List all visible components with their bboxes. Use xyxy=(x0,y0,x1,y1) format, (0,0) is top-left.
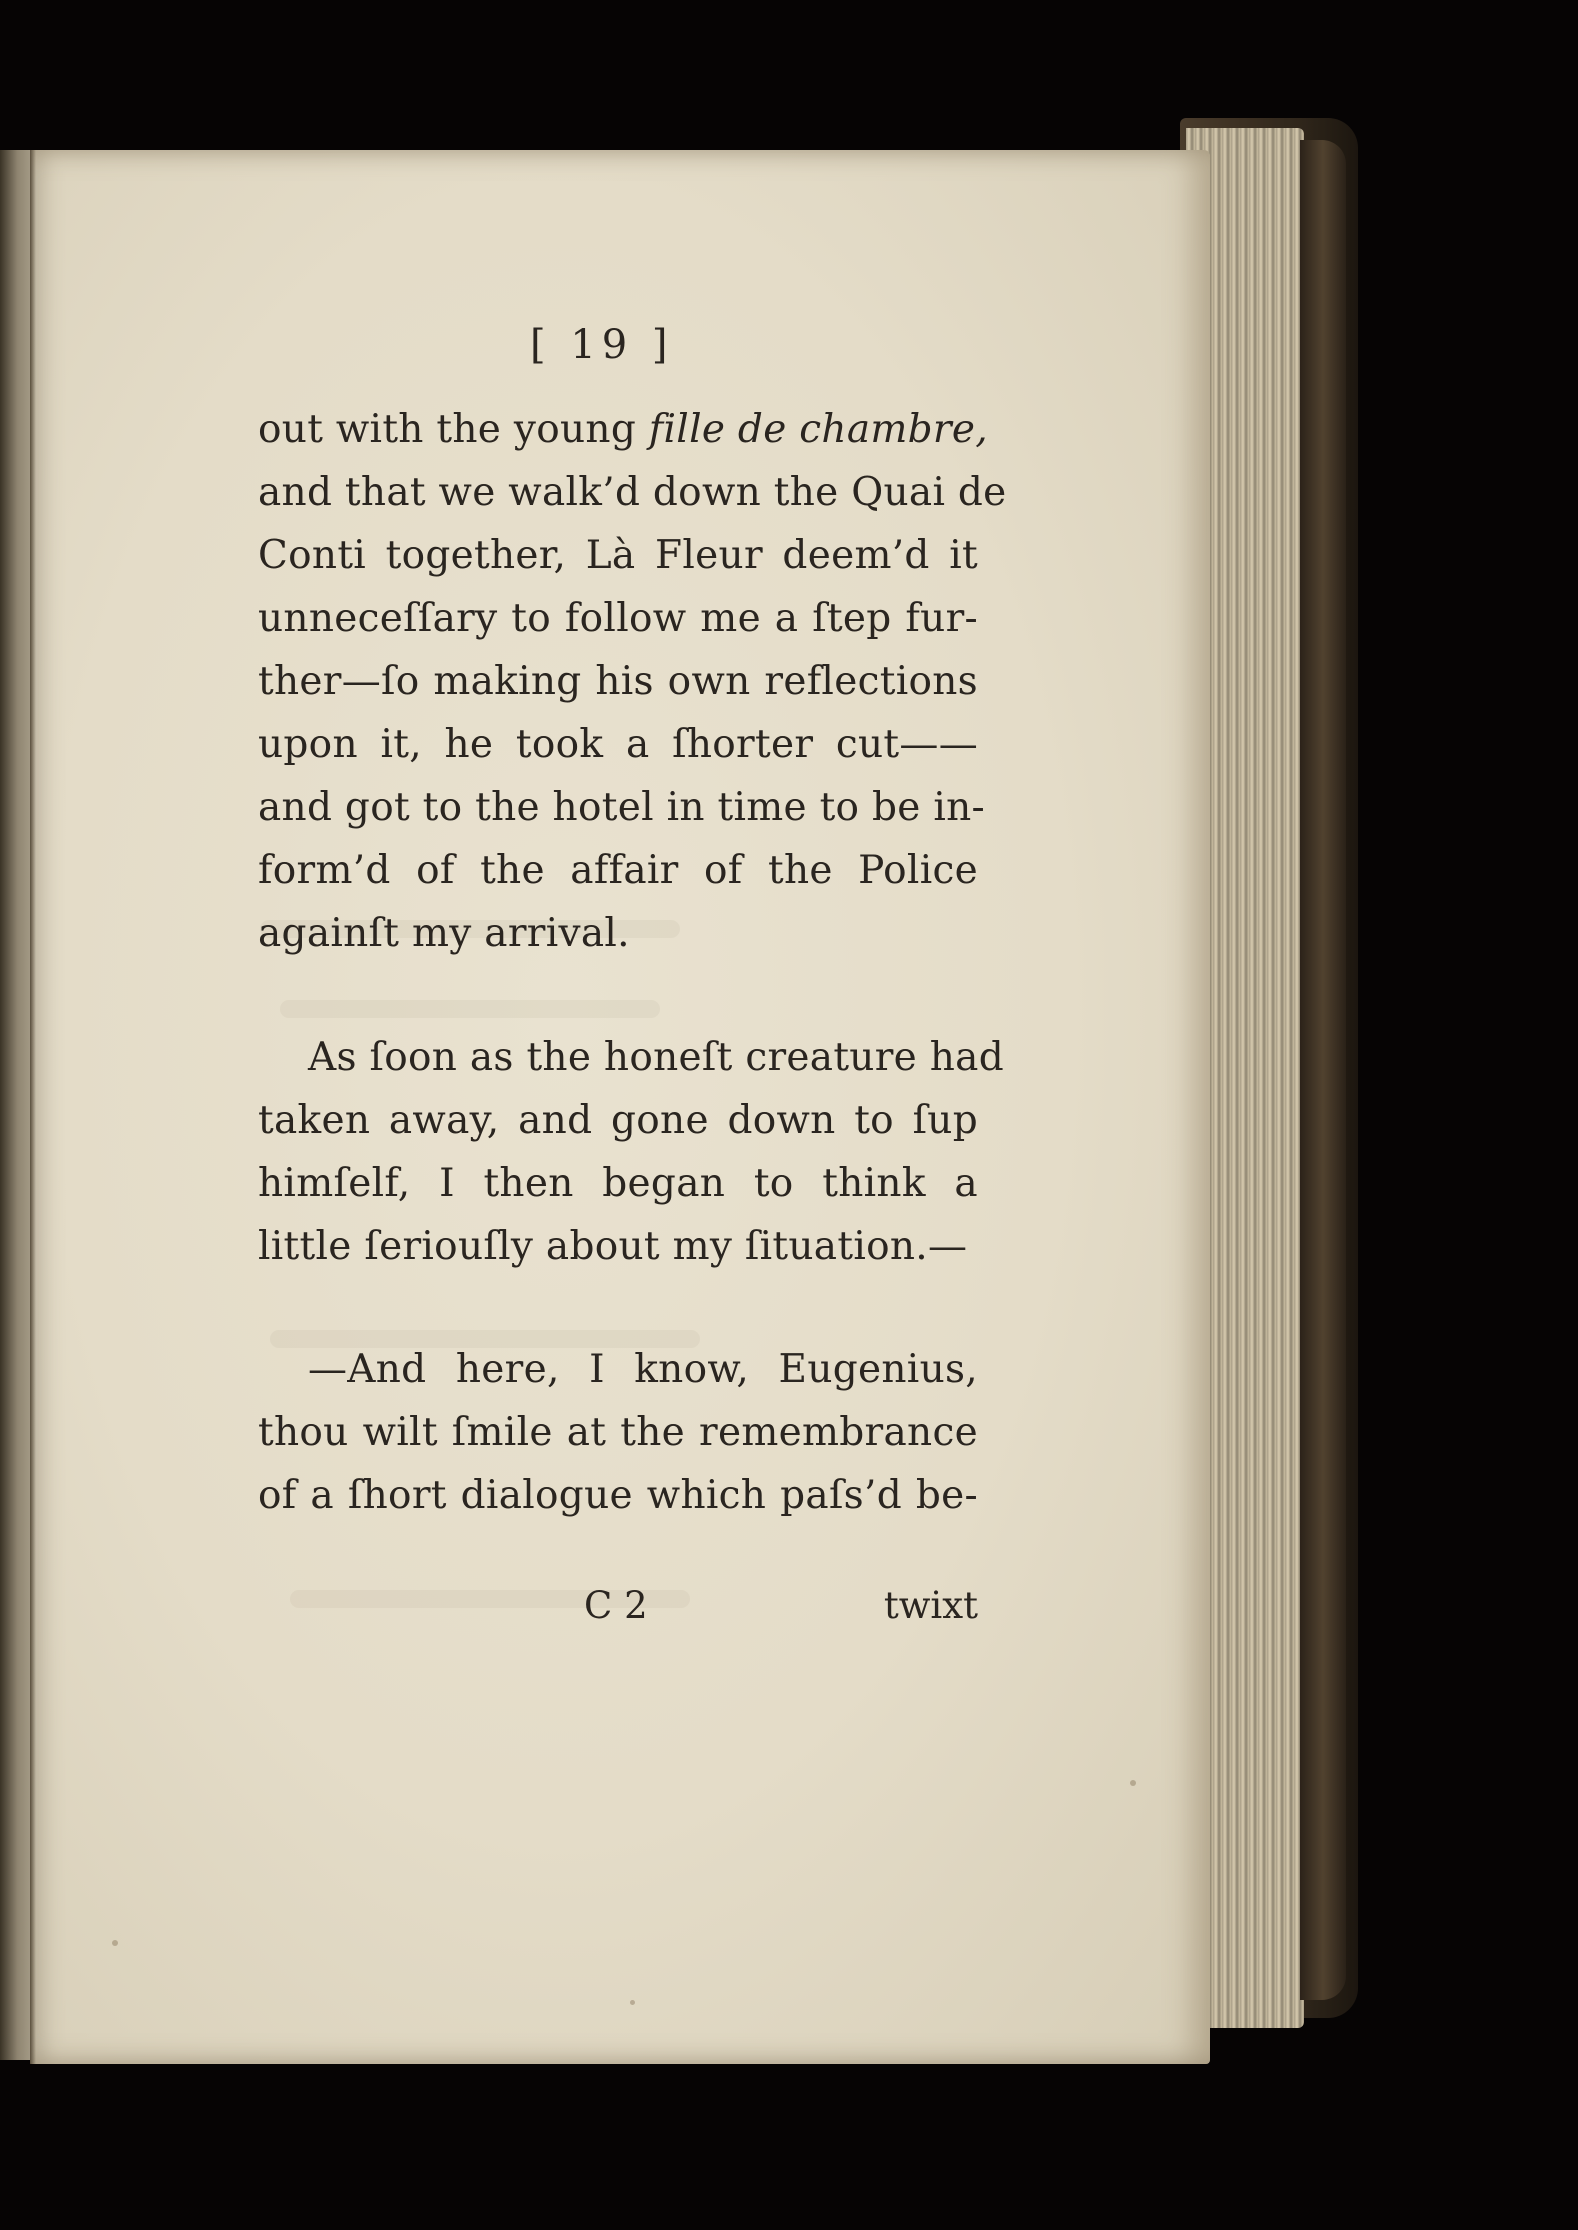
text-line: Conti together, Là Fleur deem’d it xyxy=(258,533,978,578)
text-line: of a ſhort dialogue which paſs’d be- xyxy=(258,1473,978,1518)
cover-edge xyxy=(1300,140,1346,2000)
text-line: upon it, he took a ſhorter cut—— xyxy=(258,722,978,767)
foxing-spot xyxy=(112,1940,118,1946)
text-line: form’d of the affair of the Police xyxy=(258,848,978,893)
page-footer xyxy=(258,1576,978,1636)
text-line: againſt my arrival. xyxy=(258,911,630,956)
text-line: thou wilt ſmile at the remembrance xyxy=(258,1410,978,1455)
italic-phrase: fille de chambre, xyxy=(648,407,988,452)
foxing-spot xyxy=(1130,1780,1136,1786)
text-line: little ſeriouſly about my ſituation.— xyxy=(258,1224,968,1269)
text-line: taken away, and gone down to ſup xyxy=(258,1098,978,1143)
catchword: twixt xyxy=(883,1584,978,1627)
text-line: As ſoon as the honeſt creature had xyxy=(308,1035,1004,1080)
show-through xyxy=(280,1000,660,1018)
text-line: —And here, I know, Eugenius, xyxy=(308,1347,978,1392)
text-line: unneceſſary to follow me a ſtep fur- xyxy=(258,596,978,641)
text-line: ther—ſo making his own reflections xyxy=(258,659,978,704)
gutter-shadow xyxy=(30,150,36,2064)
text-line: out with the young fille de chambre, xyxy=(258,407,988,452)
page-number-header: [ 19 ] xyxy=(530,322,674,368)
text-line: and that we walk’d down the Quai de xyxy=(258,470,1007,515)
text-line: himſelf, I then began to think a xyxy=(258,1161,978,1206)
signature-mark: C 2 xyxy=(584,1584,648,1627)
text-line: and got to the hotel in time to be in- xyxy=(258,785,986,830)
foxing-spot xyxy=(630,2000,635,2005)
